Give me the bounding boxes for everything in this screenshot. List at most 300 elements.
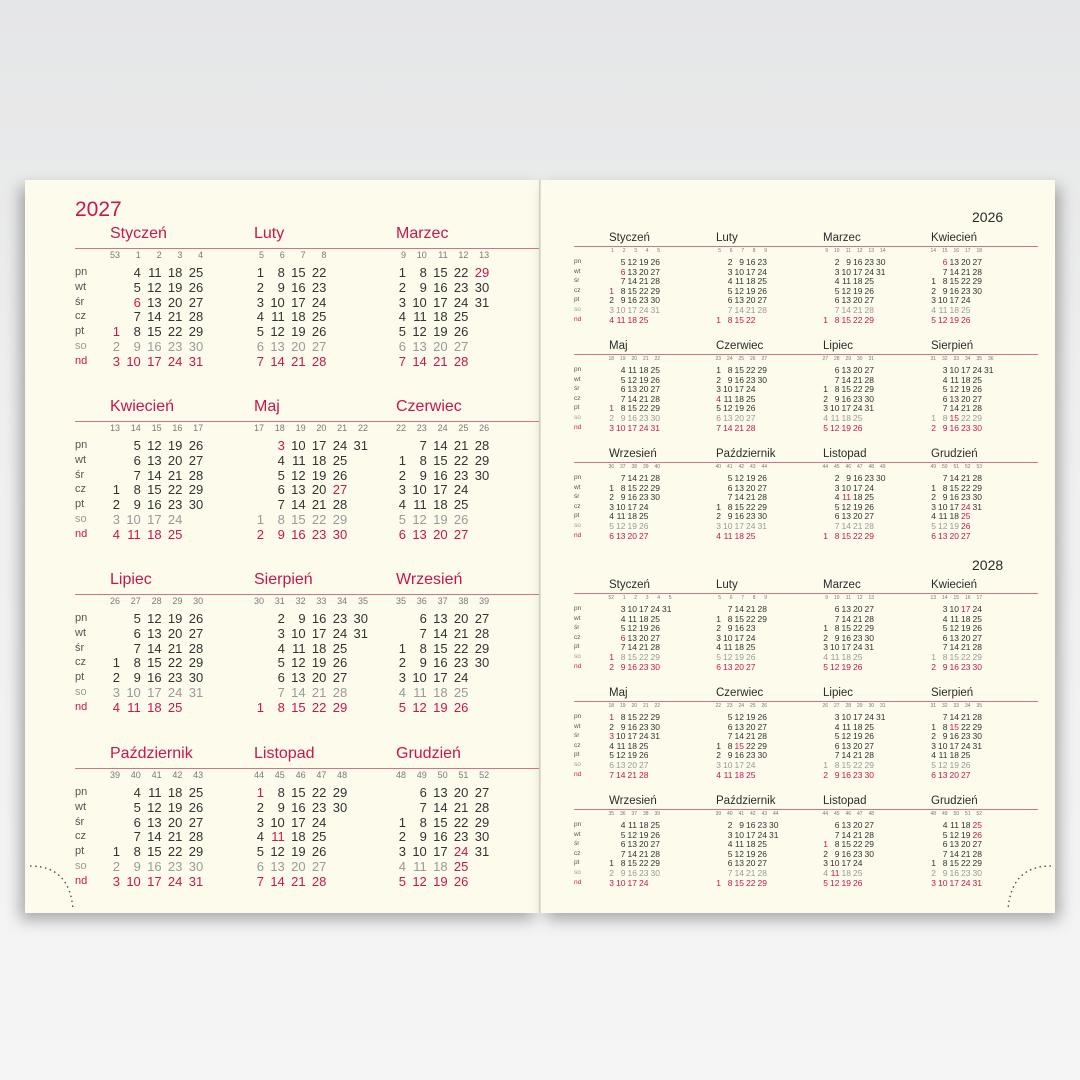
calendar-day: 3	[609, 305, 614, 315]
calendar-day: 23	[167, 497, 183, 513]
calendar-day: 8	[834, 623, 840, 634]
calendar-day: 8	[277, 785, 285, 800]
calendar-day: 22	[167, 324, 183, 340]
calendar-day: 22	[746, 740, 756, 751]
calendar-day: 20	[433, 339, 448, 354]
calendar-day: 31	[972, 740, 982, 751]
calendar-day: 15	[949, 858, 959, 869]
calendar-day: 10	[616, 731, 626, 742]
calendar-day: 17	[841, 403, 851, 414]
week-number: 39	[642, 464, 649, 470]
calendar-day: 28	[757, 305, 767, 315]
calendar-day: 25	[167, 526, 183, 542]
calendar-day: 6	[133, 452, 141, 468]
weekday-label: śr	[574, 732, 580, 740]
calendar-day: 23	[961, 285, 971, 296]
weekday-label: śr	[75, 295, 85, 308]
calendar-day: 15	[291, 785, 306, 800]
calendar-day: 14	[841, 750, 851, 761]
calendar-day: 30	[876, 257, 886, 267]
calendar-day: 24	[311, 814, 327, 830]
calendar-day: 2	[834, 473, 840, 483]
calendar-day: 21	[639, 393, 649, 404]
calendar-day: 1	[823, 384, 828, 395]
calendar-day: 13	[734, 482, 744, 493]
calendar-day: 7	[834, 305, 840, 315]
weekday-label: nd	[574, 315, 582, 323]
calendar-day: 12	[723, 652, 733, 662]
calendar-day: 21	[311, 685, 327, 700]
calendar-day: 7	[942, 403, 948, 414]
calendar-day: 15	[433, 814, 448, 830]
calendar-day: 23	[453, 279, 469, 295]
calendar-day: 10	[616, 501, 626, 512]
calendar-day: 7	[834, 374, 840, 385]
week-number: 9	[825, 595, 828, 601]
calendar-day: 4	[834, 721, 840, 732]
calendar-day: 20	[639, 384, 649, 395]
calendar-day: 15	[147, 324, 162, 340]
calendar-day: 12	[147, 279, 162, 295]
calendar-day: 27	[188, 625, 204, 641]
calendar-day: 16	[433, 467, 448, 483]
calendar-day: 5	[834, 731, 840, 742]
calendar-day: 13	[616, 530, 626, 541]
calendar-day: 18	[746, 276, 756, 287]
week-number: 44	[772, 811, 779, 817]
calendar-day: 14	[433, 438, 448, 453]
calendar-day: 3	[609, 877, 614, 888]
week-number: 42	[738, 464, 744, 470]
week-number: 9	[764, 595, 767, 601]
calendar-day: 14	[433, 625, 448, 641]
week-number: 26	[109, 596, 120, 606]
calendar-day: 17	[949, 740, 959, 751]
month-name: Kwiecień	[931, 232, 978, 244]
weekday-label: nd	[574, 531, 582, 539]
calendar-day: 10	[938, 295, 948, 306]
week-number: 18	[976, 248, 982, 254]
month-name: Marzec	[396, 225, 449, 242]
calendar-day: 20	[291, 339, 306, 354]
calendar-day: 20	[433, 526, 448, 542]
calendar-day: 1	[716, 314, 721, 325]
calendar-day: 29	[188, 844, 204, 860]
calendar-day: 17	[433, 844, 448, 860]
calendar-day: 26	[864, 731, 874, 742]
week-number: 47	[856, 811, 863, 817]
calendar-day: 26	[757, 712, 767, 722]
month-divider	[896, 701, 1038, 702]
calendar-day: 31	[972, 877, 982, 888]
calendar-day: 31	[864, 642, 874, 653]
calendar-day: 22	[853, 623, 863, 634]
calendar-day: 22	[639, 285, 649, 296]
weekday-label: nd	[75, 354, 88, 367]
calendar-day: 1	[398, 640, 406, 656]
calendar-day: 16	[147, 339, 162, 354]
calendar-day: 24	[864, 266, 874, 277]
calendar-day: 8	[133, 324, 141, 340]
calendar-day: 19	[746, 712, 756, 722]
calendar-day: 13	[734, 721, 744, 732]
calendar-day: 30	[474, 467, 490, 483]
week-number: 5	[718, 248, 721, 254]
calendar-day: 28	[188, 829, 204, 845]
calendar-day: 2	[112, 497, 120, 513]
calendar-day: 22	[961, 413, 971, 423]
calendar-day: 21	[167, 467, 183, 483]
calendar-day: 13	[616, 760, 626, 770]
calendar-day: 17	[734, 521, 744, 531]
week-number: 39	[715, 811, 721, 817]
calendar-day: 1	[823, 530, 828, 541]
month-name: Luty	[254, 225, 285, 242]
calendar-day: 18	[853, 276, 863, 287]
calendar-day: 8	[727, 365, 733, 375]
week-number: 17	[976, 595, 982, 601]
calendar-day: 16	[627, 492, 637, 503]
calendar-day: 13	[270, 859, 285, 874]
calendar-day: 6	[716, 413, 721, 423]
month-name: Styczeń	[609, 232, 650, 244]
calendar-day: 6	[256, 339, 264, 354]
calendar-day: 6	[277, 670, 285, 686]
calendar-day: 11	[830, 413, 840, 423]
calendar-day: 30	[864, 393, 874, 404]
calendar-day: 22	[853, 760, 863, 770]
calendar-day: 13	[147, 452, 162, 468]
calendar-day: 19	[291, 324, 306, 340]
calendar-day: 24	[639, 422, 649, 433]
calendar-day: 14	[734, 305, 744, 315]
calendar-day: 20	[746, 482, 756, 493]
calendar-day: 4	[620, 613, 626, 624]
calendar-day: 13	[949, 257, 959, 267]
calendar-day: 17	[291, 814, 306, 830]
calendar-day: 20	[291, 859, 306, 874]
calendar-day: 28	[864, 613, 874, 624]
calendar-day: 16	[734, 374, 744, 385]
week-number: 17	[193, 423, 204, 433]
calendar-day: 8	[277, 265, 285, 280]
calendar-day: 19	[746, 285, 756, 296]
month-name: Grudzień	[931, 448, 978, 460]
calendar-day: 23	[167, 859, 183, 874]
calendar-day: 7	[620, 642, 626, 653]
calendar-day: 22	[746, 501, 756, 512]
calendar-day: 11	[271, 309, 285, 325]
calendar-day: 29	[650, 712, 660, 722]
calendar-day: 15	[291, 699, 306, 715]
calendar-day: 19	[853, 285, 863, 296]
weekday-label: pn	[574, 258, 582, 265]
calendar-day: 9	[727, 511, 733, 522]
calendar-day: 17	[841, 858, 851, 869]
calendar-day: 14	[270, 353, 285, 369]
calendar-day: 10	[126, 685, 141, 700]
calendar-day: 3	[609, 422, 614, 433]
week-number: 30	[253, 596, 264, 606]
weekday-label: pt	[574, 296, 580, 304]
calendar-day: 8	[133, 844, 141, 860]
calendar-day: 17	[433, 482, 448, 498]
calendar-day: 28	[757, 868, 767, 878]
calendar-day: 6	[834, 511, 840, 522]
calendar-day: 15	[291, 512, 306, 527]
calendar-day: 21	[746, 868, 756, 878]
calendar-day: 12	[412, 873, 427, 889]
calendar-day: 13	[949, 632, 959, 643]
calendar-day: 31	[188, 685, 204, 700]
calendar-day: 27	[961, 530, 971, 541]
month-name: Październik	[110, 745, 193, 762]
calendar-day: 16	[147, 859, 162, 874]
calendar-day: 5	[620, 374, 626, 385]
calendar-day: 12	[734, 712, 744, 722]
week-number: 4	[198, 250, 204, 260]
calendar-day: 5	[823, 877, 828, 888]
calendar-day: 1	[716, 877, 721, 888]
calendar-day: 16	[853, 473, 863, 483]
calendar-day: 4	[609, 314, 614, 325]
weekday-label: cz	[574, 741, 581, 749]
calendar-day: 14	[147, 309, 162, 325]
calendar-day: 1	[256, 512, 264, 527]
calendar-day: 3	[398, 294, 406, 310]
calendar-day: 16	[311, 611, 327, 626]
calendar-day: 7	[256, 353, 264, 369]
calendar-day: 13	[433, 611, 448, 626]
calendar-day: 30	[353, 611, 368, 626]
calendar-day: 5	[931, 314, 936, 325]
weekday-label: śr	[574, 840, 580, 848]
calendar-day: 31	[474, 844, 490, 860]
weekday-label: pn	[75, 612, 88, 624]
calendar-day: 12	[723, 403, 733, 414]
calendar-day: 15	[627, 858, 637, 869]
calendar-day: 3	[716, 760, 721, 770]
year-title-2027: 2027	[75, 198, 122, 221]
calendar-day: 1	[112, 324, 120, 340]
week-number: 12	[856, 248, 863, 254]
calendar-day: 7	[716, 422, 721, 433]
calendar-day: 29	[972, 652, 982, 662]
calendar-day: 2	[277, 611, 285, 626]
calendar-day: 3	[823, 642, 828, 653]
calendar-day: 23	[961, 492, 971, 503]
calendar-day: 12	[830, 661, 840, 672]
weekday-label: nd	[75, 527, 88, 540]
calendar-day: 8	[620, 403, 626, 414]
calendar-day: 11	[148, 785, 162, 800]
month-block-2027-6	[361, 399, 539, 549]
calendar-day: 4	[256, 309, 264, 325]
week-number: 34	[964, 356, 971, 362]
calendar-day: 17	[291, 294, 306, 310]
calendar-day: 5	[716, 652, 721, 662]
calendar-day: 19	[433, 324, 448, 340]
week-number: 26	[822, 703, 828, 709]
calendar-day: 20	[961, 257, 971, 267]
calendar-day: 18	[734, 393, 744, 404]
calendar-day: 3	[823, 403, 828, 414]
calendar-day: 10	[270, 294, 285, 310]
weekday-label: śr	[574, 277, 580, 285]
calendar-day: 2	[823, 393, 828, 404]
week-number: 28	[845, 703, 851, 709]
calendar-day: 30	[332, 526, 348, 542]
calendar-day: 12	[291, 467, 306, 483]
weekday-label: wt	[75, 453, 86, 466]
week-number: 4	[645, 248, 649, 254]
calendar-day: 1	[609, 712, 614, 722]
weekday-label: pt	[574, 859, 580, 867]
calendar-day: 24	[757, 266, 767, 277]
month-divider	[361, 594, 539, 595]
calendar-day: 10	[938, 877, 948, 888]
week-number: 30	[868, 703, 874, 709]
calendar-day: 16	[841, 769, 851, 780]
calendar-day: 2	[398, 467, 406, 483]
calendar-day: 26	[650, 257, 660, 267]
calendar-day: 26	[961, 521, 971, 531]
calendar-day: 7	[834, 829, 840, 840]
calendar-day: 14	[841, 305, 851, 315]
weekday-label: cz	[75, 656, 86, 669]
weekday-label: so	[75, 860, 87, 872]
calendar-day: 12	[412, 699, 427, 715]
calendar-day: 18	[311, 452, 327, 468]
calendar-day: 15	[949, 652, 959, 662]
calendar-day: 19	[639, 257, 649, 267]
calendar-day: 25	[961, 305, 971, 315]
weekday-label: nd	[574, 662, 582, 670]
calendar-day: 26	[864, 285, 874, 296]
calendar-day: 2	[609, 721, 614, 732]
calendar-day: 12	[938, 314, 948, 325]
calendar-day: 13	[627, 384, 637, 395]
calendar-day: 11	[950, 374, 959, 385]
calendar-day: 9	[727, 623, 733, 634]
calendar-day: 11	[628, 820, 637, 830]
calendar-day: 7	[277, 685, 285, 700]
week-number: 26	[749, 356, 756, 362]
calendar-day: 4	[398, 497, 406, 513]
calendar-day: 27	[332, 670, 348, 686]
calendar-day: 24	[746, 760, 756, 770]
week-number: 49	[941, 811, 948, 817]
calendar-day: 7	[398, 353, 406, 369]
calendar-day: 26	[757, 473, 767, 483]
week-number: 2	[156, 250, 162, 260]
calendar-day: 25	[757, 276, 767, 287]
calendar-day: 20	[167, 452, 183, 468]
calendar-day: 9	[942, 285, 948, 296]
calendar-day: 2	[931, 661, 936, 672]
calendar-day: 28	[474, 799, 490, 815]
calendar-day: 13	[734, 295, 744, 306]
calendar-day: 18	[734, 530, 744, 541]
calendar-day: 9	[620, 661, 626, 672]
calendar-day: 14	[734, 868, 744, 878]
month-name: Marzec	[823, 232, 861, 244]
calendar-day: 19	[853, 501, 863, 512]
calendar-day: 8	[834, 530, 840, 541]
calendar-day: 8	[277, 512, 285, 527]
calendar-day: 22	[311, 785, 327, 800]
week-number: 36	[608, 464, 614, 470]
calendar-day: 28	[188, 467, 204, 483]
calendar-day: 15	[433, 265, 448, 280]
calendar-day: 21	[746, 305, 756, 315]
calendar-day: 12	[270, 324, 285, 340]
month-name: Luty	[716, 232, 738, 244]
calendar-day: 17	[961, 604, 971, 614]
calendar-day: 5	[620, 623, 626, 634]
weekday-label: wt	[574, 375, 581, 383]
calendar-day: 14	[627, 276, 637, 287]
weekday-label: so	[75, 513, 87, 525]
week-number: 3	[177, 250, 183, 260]
calendar-day: 18	[949, 750, 959, 761]
calendar-day: 8	[620, 482, 626, 493]
calendar-day: 13	[949, 393, 959, 404]
calendar-day: 14	[949, 473, 959, 483]
calendar-day: 4	[398, 685, 406, 700]
calendar-day: 19	[734, 652, 744, 662]
calendar-day: 4	[716, 530, 721, 541]
calendar-day: 20	[961, 839, 971, 850]
calendar-day: 9	[133, 859, 141, 874]
calendar-day: 1	[398, 452, 406, 468]
week-number: 21	[642, 356, 649, 362]
calendar-day: 22	[639, 858, 649, 869]
calendar-day: 24	[853, 642, 863, 653]
calendar-day: 19	[949, 521, 959, 531]
calendar-day: 9	[942, 731, 948, 742]
calendar-day: 9	[727, 374, 733, 385]
month-name: Maj	[254, 398, 280, 415]
calendar-day: 17	[627, 731, 637, 742]
calendar-day: 23	[639, 868, 649, 878]
week-number: 43	[749, 464, 756, 470]
calendar-day: 16	[147, 670, 162, 686]
calendar-day: 25	[853, 652, 863, 662]
weekday-label: nd	[574, 878, 582, 886]
calendar-day: 8	[727, 740, 733, 751]
calendar-day: 6	[609, 760, 614, 770]
calendar-day: 12	[938, 760, 948, 770]
calendar-day: 10	[616, 877, 626, 888]
calendar-day: 7	[942, 712, 948, 722]
calendar-day: 29	[972, 482, 982, 493]
calendar-day: 31	[188, 353, 204, 369]
calendar-day: 27	[650, 839, 660, 850]
calendar-day: 1	[609, 403, 614, 414]
weekday-label: nd	[75, 700, 88, 713]
calendar-day: 18	[167, 265, 183, 280]
month-block-2026-12	[896, 449, 1038, 599]
calendar-day: 14	[627, 848, 637, 859]
calendar-day: 9	[620, 492, 626, 503]
week-number: 49	[416, 770, 427, 780]
calendar-day: 14	[841, 829, 851, 840]
calendar-day: 23	[757, 820, 767, 830]
week-number: 13	[930, 595, 936, 601]
week-number: 24	[726, 356, 733, 362]
calendar-day: 22	[853, 384, 863, 395]
